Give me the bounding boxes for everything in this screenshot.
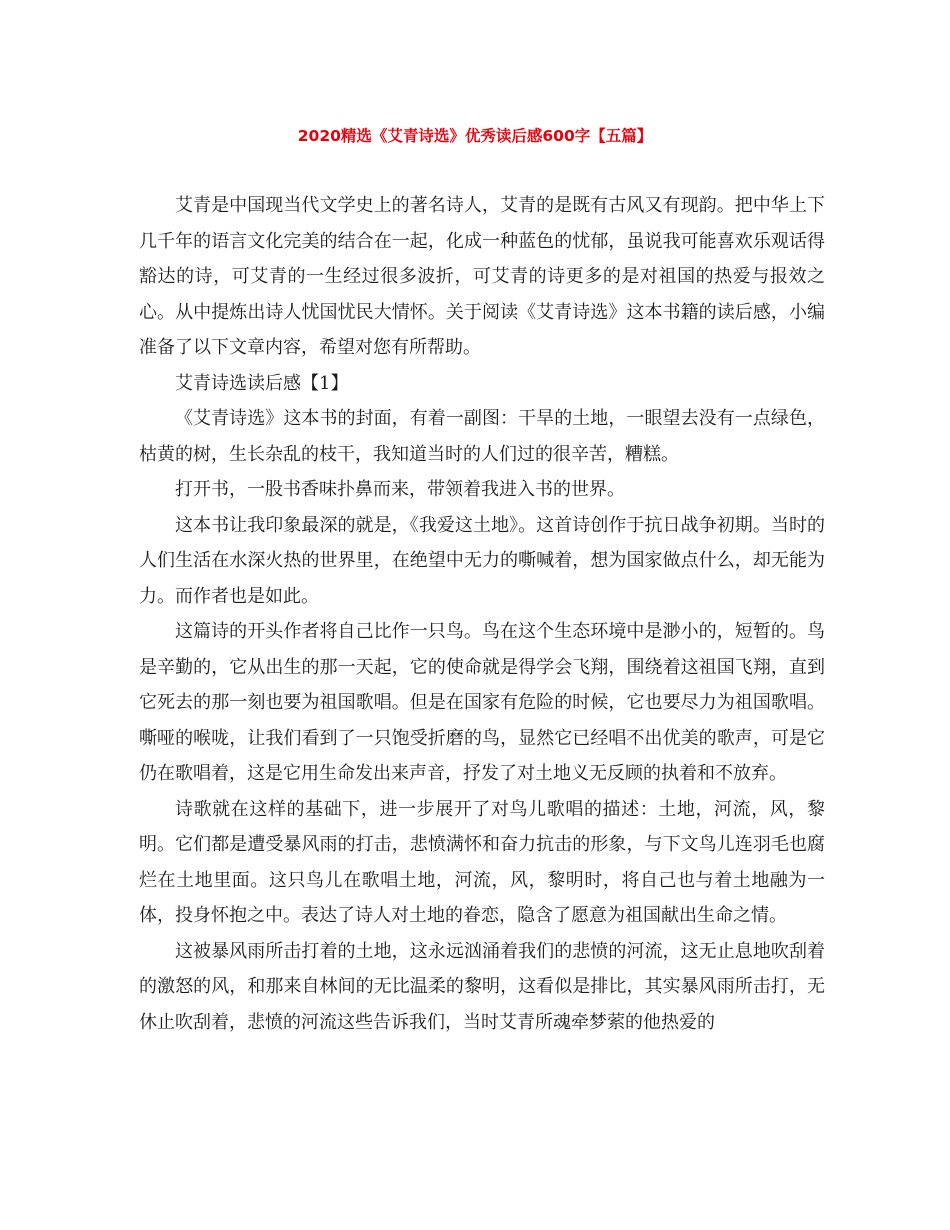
paragraph-intro: 艾青是中国现当代文学史上的著名诗人，艾青的是既有古风又有现韵。把中华上下几千年的语言文化完美的结合在一起，化成一种蓝色的忧郁，虽说我可能喜欢乐观话得豁达的诗，可艾青的一生经过很多波折，可艾青的诗更多的是对祖国的热爱与报效之心。从中提炼出诗人忧国忧民大情怀。关于阅读《艾青诗选》这本书籍的读后感，小编准备了以下文章内容，希望对您有所帮助。: [139, 195, 825, 358]
paragraph-impression: 这本书让我印象最深的就是，《我爱这土地》。这首诗创作于抗日战争初期。当时的人们生活在水深火热的世界里，在绝望中无力的嘶喊着，想为国家做点什么，却无能为力。而作者也是如此。: [139, 514, 825, 607]
paragraph-storm-land: 这被暴风雨所击打着的土地，这永远汹涌着我们的悲愤的河流，这无止息地吹刮着的激怒的风，和那来自林间的无比温柔的黎明，这看似是排比，其实暴风雨所击打，无休止吹刮着，悲愤的河流这些告诉我们，当时艾青所魂牵梦萦的他热爱的: [139, 940, 825, 1033]
document-title: 2020精选《艾青诗选》优秀读后感600字【五篇】: [297, 127, 653, 145]
paragraph-section-heading: 艾青诗选读后感【1】: [175, 372, 349, 394]
document-body: [139, 188, 825, 1040]
paragraph-open-book: 打开书，一股书香味扑鼻而来，带领着我进入书的世界。: [175, 479, 625, 500]
paragraph-poem-description: 诗歌就在这样的基础下，进一步展开了对鸟儿歌唱的描述：土地，河流，风，黎明。它们都是遭受暴风雨的打击，悲愤满怀和奋力抗击的形象，与下文鸟儿连羽毛也腐烂在土地里面。这只鸟儿在歌唱土地，河流，风，黎明时，将自己也与着土地融为一体，投身怀抱之中。表达了诗人对土地的眷恋，隐含了愿意为祖国献出生命之情。: [139, 798, 825, 926]
paragraph-cover: 《艾青诗选》这本书的封面，有着一副图：干旱的土地，一眼望去没有一点绿色，枯黄的树，生长杂乱的枝干，我知道当时的人们过的很辛苦，糟糕。: [139, 408, 825, 465]
paragraph-bird: 这篇诗的开头作者将自己比作一只鸟。鸟在这个生态环境中是渺小的，短暂的。鸟是辛勤的，它从出生的那一天起，它的使命就是得学会飞翔，围绕着这祖国飞翔，直到它死去的那一刻也要为祖国歌唱。但是在国家有危险的时候，它也要尽力为祖国歌唱。嘶哑的喉咙，让我们看到了一只饱受折磨的鸟，显然它已经唱不出优美的歌声，可是它仍在歌唱着，这是它用生命发出来声音，抒发了对土地义无反顾的执着和不放弃。: [139, 621, 825, 784]
